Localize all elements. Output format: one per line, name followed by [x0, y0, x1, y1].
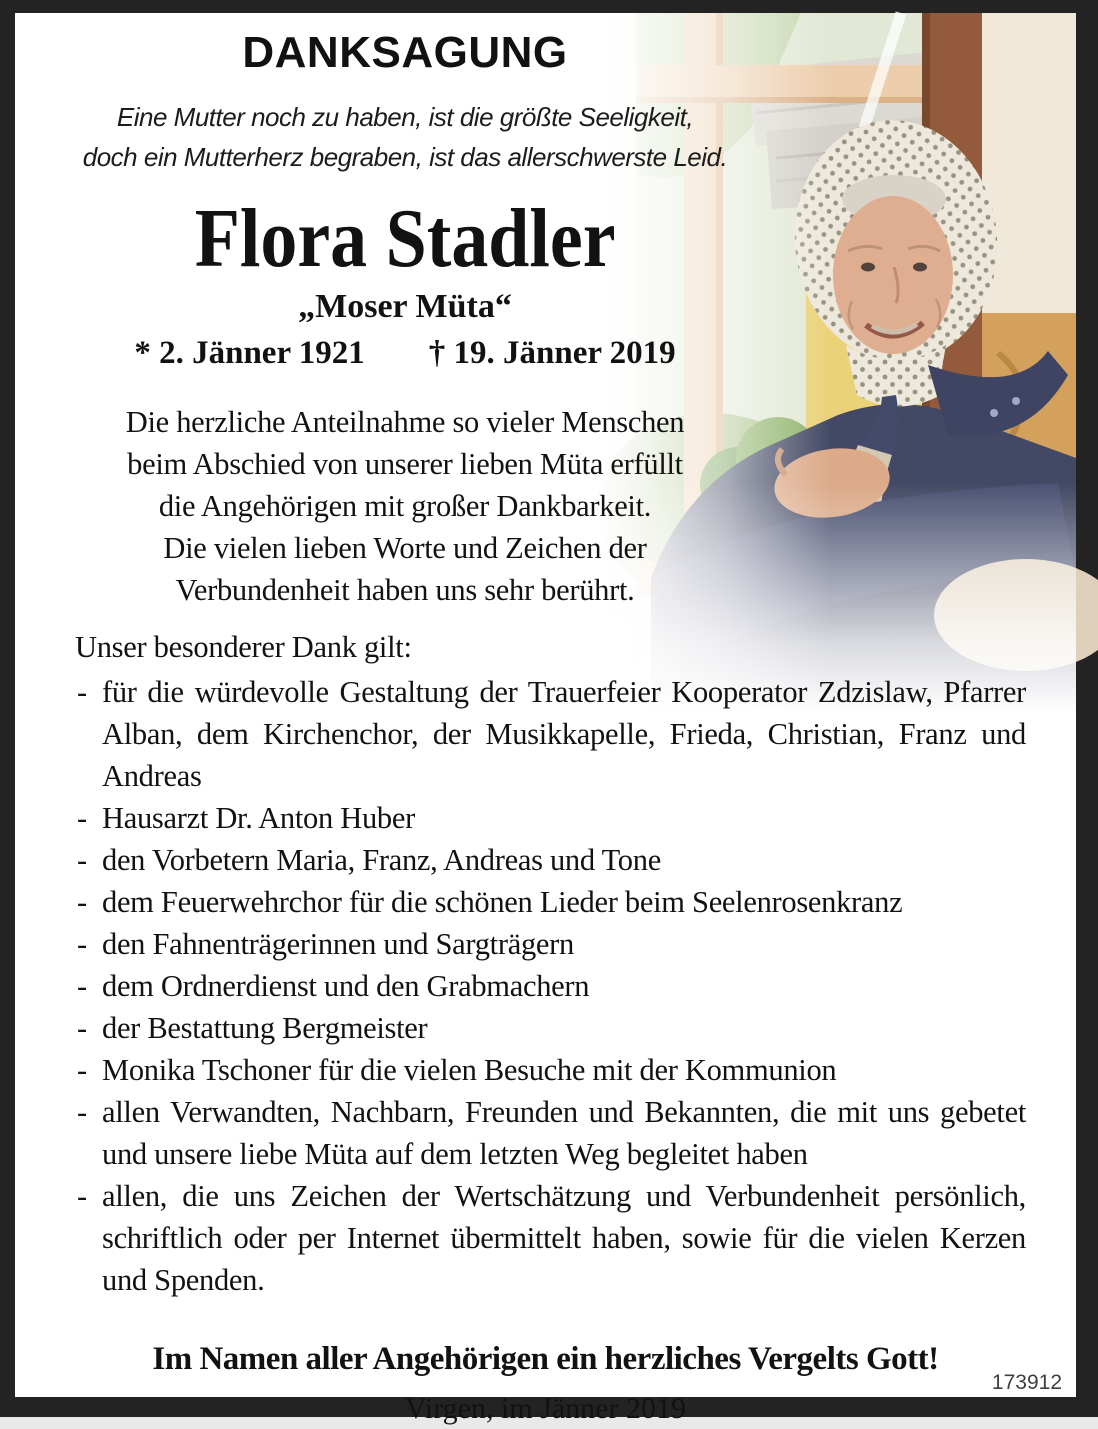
thanks-item	[75, 965, 1026, 1007]
page-title: DANKSAGUNG	[242, 28, 568, 77]
thanks-item	[75, 1091, 1026, 1175]
thanks-list	[75, 671, 1026, 1301]
intro-line: Die vielen lieben Worte und Zeichen der	[163, 531, 647, 565]
epigraph	[15, 97, 795, 177]
dash-marker: -	[77, 843, 87, 877]
dash-marker: -	[77, 969, 87, 1003]
thanks-item-text: den Vorbetern Maria, Franz, Andreas und Tone	[102, 843, 661, 877]
dash-marker: -	[77, 1179, 87, 1213]
thanks-item	[75, 1175, 1026, 1301]
dash-marker: -	[77, 1053, 87, 1087]
birth-date: * 2. Jänner 1921	[134, 335, 365, 371]
thanks-item	[75, 1049, 1026, 1091]
deceased-name	[15, 193, 795, 285]
death-date: † 19. Jänner 2019	[428, 335, 676, 371]
deceased-nickname: „Moser Müta“	[298, 288, 512, 325]
dash-marker: -	[77, 801, 87, 835]
card-content	[15, 13, 1076, 1425]
dash-marker: -	[77, 675, 87, 709]
epigraph-line: doch ein Mutterherz begraben, ist das allerschwerste Leid.	[82, 142, 728, 172]
closing-line: Im Namen aller Angehörigen ein herzliches Vergelts Gott!	[152, 1341, 939, 1377]
epigraph-line: Eine Mutter noch zu haben, ist die größte Seeligkeit,	[116, 102, 694, 132]
thanks-item	[75, 881, 1026, 923]
thanks-item-text: allen Verwandten, Nachbarn, Freunden und Bekannten, die mit uns gebetet und unsere liebe Müta auf dem letzten Weg begleitet haben	[102, 1095, 1026, 1171]
thanks-item-text: für die würdevolle Gestaltung der Trauerfeier Kooperator Zdzislaw, Pfarrer Alban, dem Kirchenchor, der Musikkapelle, Frieda, Christian, Franz und Andreas	[102, 675, 1026, 793]
thanks-item	[75, 839, 1026, 881]
thanks-item	[75, 671, 1026, 797]
thanks-item-text: der Bestattung Bergmeister	[102, 1011, 428, 1045]
thanks-item-text: allen, die uns Zeichen der Wertschätzung und Verbundenheit persönlich, schriftlich oder per Internet übermittelt haben, sowie für die vielen Kerzen und Spenden.	[102, 1179, 1026, 1297]
thanks-item-text: Monika Tschoner für die vielen Besuche mit der Kommunion	[102, 1053, 837, 1087]
thanks-item	[75, 797, 1026, 839]
place-date: Virgen, im Jänner 2019	[405, 1392, 686, 1425]
dash-marker: -	[77, 885, 87, 919]
thanks-item	[75, 923, 1026, 965]
thanks-item	[75, 1007, 1026, 1049]
thanks-item-text: dem Ordnerdienst und den Grabmachern	[102, 969, 590, 1003]
card-sheet	[15, 13, 1076, 1425]
doc-number: 173912	[991, 1371, 1062, 1394]
thanks-item-text: Hausarzt Dr. Anton Huber	[102, 801, 415, 835]
thanks-item-text: dem Feuerwehrchor für die schönen Lieder beim Seelenrosenkranz	[102, 885, 903, 919]
deceased-name-text: Flora Stadler	[194, 192, 616, 285]
life-dates	[15, 333, 795, 373]
dash-marker: -	[77, 1011, 87, 1045]
dash-marker: -	[77, 927, 87, 961]
intro-line: Die herzliche Anteilnahme so vieler Menschen	[125, 405, 685, 439]
dash-marker: -	[77, 1095, 87, 1129]
intro-paragraph	[15, 401, 795, 611]
thanks-heading: Unser besonderer Dank gilt:	[75, 630, 412, 664]
intro-line: die Angehörigen mit großer Dankbarkeit.	[158, 489, 652, 523]
top-column	[15, 29, 795, 611]
intro-line: Verbundenheit haben uns sehr berührt.	[175, 573, 635, 607]
intro-line: beim Abschied von unserer lieben Müta erfüllt	[127, 447, 683, 481]
thanks-item-text: den Fahnenträgerinnen und Sargträgern	[102, 927, 574, 961]
